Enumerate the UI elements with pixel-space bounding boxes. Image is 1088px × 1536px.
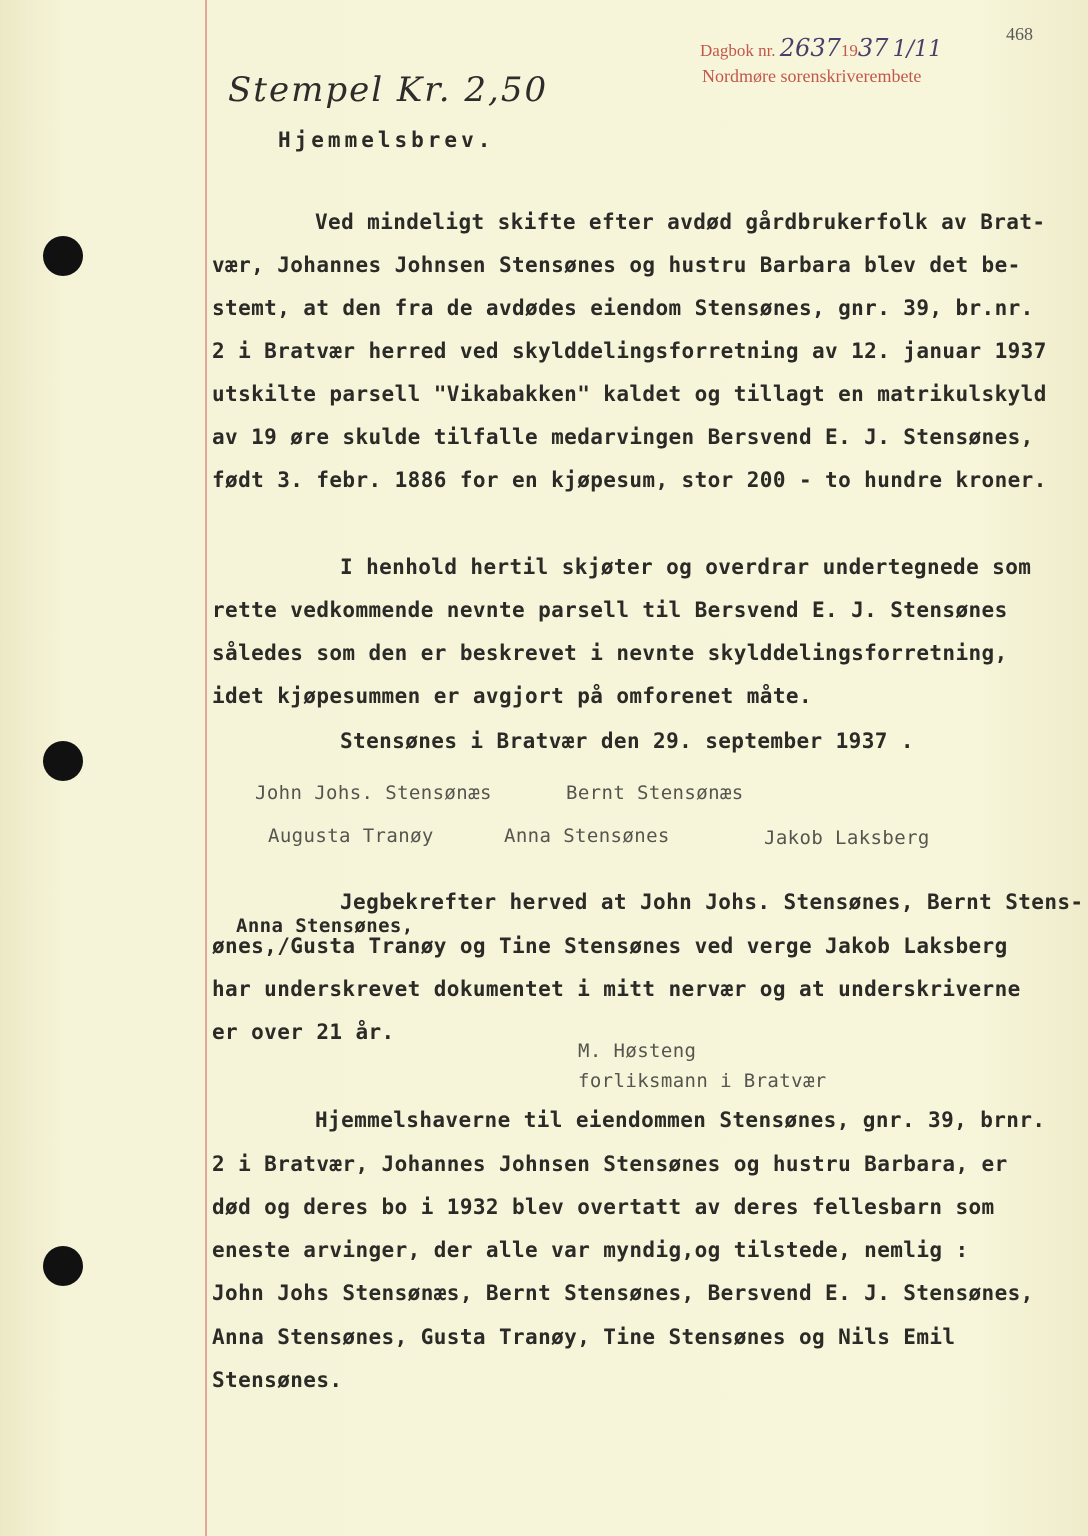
year-prefix: 19 bbox=[840, 41, 858, 60]
punch-hole bbox=[43, 1246, 83, 1286]
stamp-date: 1/11 bbox=[892, 37, 943, 62]
final-line: Stensønes. bbox=[212, 1368, 343, 1392]
attest-insert: Anna Stensønes, bbox=[236, 915, 414, 937]
attest-line: ønes,/Gusta Tranøy og Tine Stensønes ved verge Jakob Laksberg bbox=[212, 934, 1008, 958]
dagbok-prefix: Dagbok nr. bbox=[700, 41, 776, 60]
body-line: 2 i Bratvær herred ved skylddelingsforretning av 12. januar 1937 bbox=[212, 339, 1047, 363]
body-line: således som den er beskrevet i nevnte skylddelingsforretning, bbox=[212, 641, 1008, 665]
body-line: rette vedkommende nevnte parsell til Bersvend E. J. Stensønes bbox=[212, 598, 1008, 622]
final-line: Anna Stensønes, Gusta Tranøy, Tine Stensønes og Nils Emil bbox=[212, 1325, 956, 1349]
body-line: født 3. febr. 1886 for en kjøpesum, stor 200 - to hundre kroner. bbox=[212, 468, 1047, 492]
body-line: Ved mindeligt skifte efter avdød gårdbrukerfolk av Brat- bbox=[315, 210, 1046, 234]
body-line: av 19 øre skulde tilfalle medarvingen Bersvend E. J. Stensønes, bbox=[212, 425, 1034, 449]
year-suffix: 37 bbox=[857, 34, 889, 62]
dagbok-stamp bbox=[700, 34, 942, 62]
attest-signer-role: forliksmann i Bratvær bbox=[578, 1070, 827, 1092]
body-line: vær, Johannes Johnsen Stensønes og hustru Barbara blev det be- bbox=[212, 253, 1021, 277]
dagbok-number: 2637 bbox=[779, 34, 841, 62]
signature: Bernt Stensønæs bbox=[566, 782, 744, 804]
date-line: Stensønes i Bratvær den 29. september 1937 . bbox=[340, 729, 914, 753]
final-line: Hjemmelshaverne til eiendommen Stensønes, gnr. 39, brnr. bbox=[315, 1108, 1046, 1132]
final-line: eneste arvinger, der alle var myndig,og tilstede, nemlig : bbox=[212, 1238, 969, 1262]
signature: Jakob Laksberg bbox=[764, 827, 930, 849]
punch-hole bbox=[43, 741, 83, 781]
margin-rule bbox=[205, 0, 207, 1536]
attest-signer-name: M. Høsteng bbox=[578, 1040, 697, 1062]
document-title: Hjemmelsbrev. bbox=[278, 128, 495, 152]
body-line: idet kjøpesummen er avgjort på omforenet måte. bbox=[212, 684, 812, 708]
signature: Anna Stensønes bbox=[504, 825, 670, 847]
office-stamp: Nordmøre sorenskriverembete bbox=[702, 66, 922, 86]
body-line: I henhold hertil skjøter og overdrar undertegnede som bbox=[340, 555, 1032, 579]
signature: Augusta Tranøy bbox=[268, 825, 434, 847]
final-line: 2 i Bratvær, Johannes Johnsen Stensønes og hustru Barbara, er bbox=[212, 1152, 1008, 1176]
final-line: død og deres bo i 1932 blev overtatt av deres fellesbarn som bbox=[212, 1195, 995, 1219]
punch-hole bbox=[43, 236, 83, 276]
attest-line: har underskrevet dokumentet i mitt nervær og at underskriverne bbox=[212, 977, 1021, 1001]
attest-line: er over 21 år. bbox=[212, 1020, 395, 1044]
body-line: utskilte parsell "Vikabakken" kaldet og tillagt en matrikulskyld bbox=[212, 382, 1047, 406]
attest-line: Jegbekrefter herved at John Johs. Stensønes, Bernt Stens- bbox=[340, 890, 1084, 914]
body-line: stemt, at den fra de avdødes eiendom Stensønes, gnr. 39, br.nr. bbox=[212, 296, 1034, 320]
stempel-note: Stempel Kr. 2,50 bbox=[228, 70, 549, 110]
final-line: John Johs Stensønæs, Bernt Stensønes, Bersvend E. J. Stensønes, bbox=[212, 1281, 1034, 1305]
page-number: 468 bbox=[1006, 24, 1033, 44]
signature: John Johs. Stensønæs bbox=[255, 782, 492, 804]
